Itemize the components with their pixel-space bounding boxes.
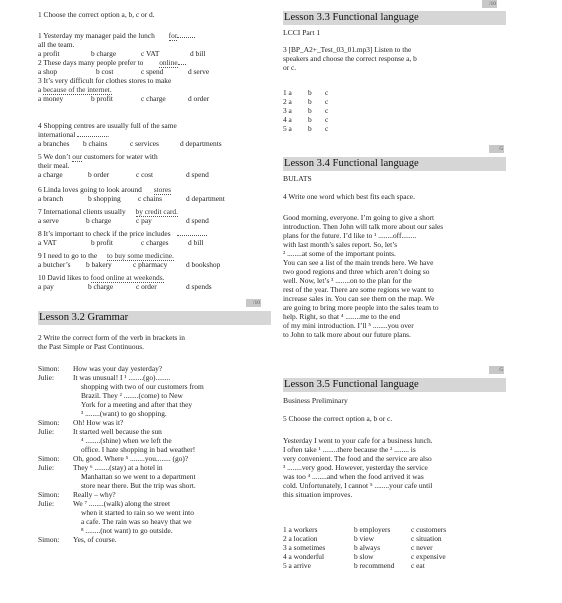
question-6	[38, 185, 270, 203]
question-4	[38, 121, 270, 148]
dialogue-text: York for a meeting and after that they	[81, 400, 193, 409]
exercise5-text	[283, 436, 505, 499]
ex3-row-2-b[interactable]: b	[308, 97, 312, 106]
dialogue-text: Brazil. They ² ........(come) to New	[81, 391, 183, 400]
dialogue-text: Oh, good. Where ⁵ ........you........ (go)?	[73, 454, 189, 463]
dialogue-line	[38, 418, 270, 427]
exercise5-option[interactable]: b slow	[354, 552, 374, 561]
dialogue-line	[38, 472, 270, 481]
dialogue-text: ⁸ ........(not want) to go outside.	[81, 526, 173, 535]
q7-option-d[interactable]: d spend	[186, 216, 209, 225]
dialogue-speaker: Julie:	[38, 373, 55, 382]
dialogue-line	[38, 535, 270, 544]
ex3-row-1-c[interactable]: c	[325, 88, 329, 97]
q7-answer[interactable]: by credit card.	[135, 207, 178, 216]
question-7	[38, 207, 270, 225]
q6-option-b[interactable]: b shopping	[88, 194, 121, 203]
exercise4-text-line: Good morning, everyone. I’m going to give a short	[283, 213, 435, 222]
q1-option-c[interactable]: c VAT	[141, 49, 160, 58]
exercise4-score-box	[489, 366, 504, 374]
question-2	[38, 58, 270, 76]
dialogue-line	[38, 373, 270, 382]
q5-option-a[interactable]: a charge	[38, 170, 63, 179]
q3-pre: a	[38, 85, 42, 94]
lesson-3-3-title: Lesson 3.3 Functional language	[284, 12, 419, 23]
q6-stem: 6 Linda loves going to look around	[38, 185, 142, 194]
exercise4-instruction: 4 Write one word which best fits each space.	[283, 192, 415, 201]
exercise2-instruction-line-2: the Past Simple or Past Continuous.	[38, 342, 144, 351]
q10-option-a[interactable]: a pay	[38, 282, 54, 291]
q4-options	[38, 139, 270, 148]
q2-option-a[interactable]: a shop	[38, 67, 58, 76]
dialogue-line	[38, 481, 270, 490]
q7-option-a[interactable]: a serve	[38, 216, 59, 225]
lesson-3-4-subtitle: BULATS	[283, 174, 312, 183]
q5-option-c[interactable]: c cost	[136, 170, 154, 179]
q10-stem: 10 David likes to	[38, 273, 89, 282]
q1-option-b[interactable]: b charge	[91, 49, 117, 58]
q2-option-b[interactable]: b cost	[96, 67, 114, 76]
dialogue-text: ³ ........(want) to go shopping.	[81, 409, 167, 418]
q3-option-c[interactable]: c charge	[141, 94, 166, 103]
exercise4-score-text: /5	[498, 367, 503, 373]
lesson-3-3-subtitle: LCCI Part 1	[283, 28, 321, 37]
ex3-row-2-c[interactable]: c	[325, 97, 329, 106]
q3-answer[interactable]: because of the internet.	[43, 85, 112, 94]
dialogue-text: when it started to rain so we went into	[81, 508, 194, 517]
q5-stem-2: customers for water with	[83, 152, 158, 161]
exercise5-option-row	[283, 534, 505, 543]
question-10	[38, 273, 270, 291]
q8-option-a[interactable]: a VAT	[38, 238, 57, 247]
q8-stem: 8 It’s important to check if the price includes	[38, 229, 171, 238]
q1-stem-2: all the team.	[38, 40, 75, 49]
exercise2-instruction-line-1: 2 Write the correct form of the verb in brackets in	[38, 333, 185, 342]
exercise4-text-line: of my mini introduction. I’ll ⁵ ........you over	[283, 321, 414, 330]
ex3-row-5-b[interactable]: b	[308, 124, 312, 133]
q1-option-a[interactable]: a profit	[38, 49, 60, 58]
q9-stem: 9 I need to go to the	[38, 251, 98, 260]
dialogue-line	[38, 436, 270, 445]
dialogue-line	[38, 499, 270, 508]
dialogue-text: a cafe. The rain was so heavy that we	[81, 517, 192, 526]
q5-stem-3: their meal.	[38, 161, 70, 170]
lesson-3-4-header	[283, 157, 506, 171]
dialogue-text: They ⁶ ........(stay) at a hotel in	[73, 463, 163, 472]
q5-stem: 5 We don’t	[38, 152, 71, 161]
dialogue-line	[38, 391, 270, 400]
exercise3-instruction-line-3: or c.	[283, 63, 297, 72]
exercise5-text-line: I often take ¹ ........there because the ² ........ is	[283, 445, 416, 454]
exercise4-text	[283, 213, 505, 339]
exercise3-instruction-line-2: speakers and choose the correct response a, b	[283, 54, 417, 63]
dialogue-text: Manhattan so we went to a department	[81, 472, 196, 481]
exercise5-text-line: very convenient. The food and the service are also	[283, 454, 432, 463]
q9-option-b[interactable]: b bakery	[86, 260, 112, 269]
exercise4-text-line: to John to talk more about our future plans.	[283, 330, 411, 339]
q6-option-a[interactable]: a branch	[38, 194, 64, 203]
q8-option-b[interactable]: b profit	[91, 238, 113, 247]
dialogue-line	[38, 490, 270, 499]
exercise5-options	[283, 525, 505, 570]
exercise1-score-text: /10	[252, 300, 260, 306]
exercise5-option[interactable]: b always	[354, 543, 381, 552]
q4-option-d[interactable]: d departments	[180, 139, 222, 148]
exercise4-text-line: two good regions and three which aren’t doing so	[283, 267, 430, 276]
dialogue-speaker: Simon:	[38, 535, 60, 544]
exercise3-answers	[283, 88, 505, 133]
q8-options	[38, 238, 270, 247]
exercise5-option[interactable]: c expensive	[411, 552, 446, 561]
exercise5-option[interactable]: 2 a location	[283, 534, 318, 543]
ex3-row-3-c[interactable]: c	[325, 106, 329, 115]
exercise5-option[interactable]: 4 a wonderful	[283, 552, 325, 561]
dialogue-text: How was your day yesterday?	[73, 364, 163, 373]
q3-option-d[interactable]: d order	[188, 94, 210, 103]
dialogue-text: It was unusual! I ¹ ........(go)........	[73, 373, 171, 382]
exercise5-text-line: Yesterday I went to your cafe for a business lunch.	[283, 436, 433, 445]
q4-stem: 4 Shopping centres are usually full of the same	[38, 121, 177, 130]
q8-option-d[interactable]: d bill	[188, 238, 204, 247]
q5-answer[interactable]: our	[72, 152, 83, 161]
dialogue-text: Oh! How was it?	[73, 418, 124, 427]
exercise3-score-text: /5	[498, 146, 503, 152]
dialogue-line	[38, 445, 270, 454]
exercise3-instruction-line-1: 3 [BP_A2+_Test_03_01.mp3] Listen to the	[283, 45, 412, 54]
dialogue-text: shopping with two of our customers from	[81, 382, 204, 391]
ex3-row-5-a[interactable]: 5 a	[283, 124, 292, 133]
dialogue-speaker: Simon:	[38, 418, 60, 427]
q9-options	[38, 260, 270, 269]
dialogue-speaker: Julie:	[38, 463, 55, 472]
exercise5-option[interactable]: c eat	[411, 561, 425, 570]
q1-option-d[interactable]: d bill	[190, 49, 206, 58]
ex3-row-4-b[interactable]: b	[308, 115, 312, 124]
dialogue-text: Really – why?	[73, 490, 116, 499]
q5-options	[38, 170, 270, 179]
q3-stem: 3 It’s very difficult for clothes stores to make	[38, 76, 172, 85]
ex3-row-3-b[interactable]: b	[308, 106, 312, 115]
lesson-3-5-title: Lesson 3.5 Functional language	[284, 379, 419, 390]
exercise5-option-row	[283, 561, 505, 570]
dialogue-speaker: Julie:	[38, 499, 55, 508]
q6-answer[interactable]: stores	[153, 185, 171, 194]
q10-answer[interactable]: food online at weekends.	[90, 273, 165, 282]
dialogue-text: We ⁷ ........(walk) along the street	[73, 499, 171, 508]
top-score-text: /10	[488, 1, 496, 7]
exercise5-option[interactable]: 1 a workers	[283, 525, 318, 534]
q10-option-d[interactable]: d spends	[186, 282, 212, 291]
exercise1-instruction: 1 Choose the correct option a, b, c or d.	[38, 10, 155, 19]
ex3-row-2-a[interactable]: 2 a	[283, 97, 292, 106]
lesson-3-2-title: Lesson 3.2 Grammar	[39, 312, 129, 323]
exercise1-score-box	[246, 299, 261, 307]
exercise4-text-line: rest of the year. There are some regions we want to	[283, 285, 434, 294]
exercise5-option-row	[283, 552, 505, 561]
lesson-3-4-title: Lesson 3.4 Functional language	[284, 158, 419, 169]
exercise5-option-row	[283, 525, 505, 534]
q2-option-c[interactable]: c spend	[141, 67, 164, 76]
dialogue-line	[38, 382, 270, 391]
q2-option-d[interactable]: d serve	[188, 67, 210, 76]
q8-option-c[interactable]: c charges	[141, 238, 169, 247]
exercise4-text-line: well. Now, let’s ³ ........on to the plan for the	[283, 276, 412, 285]
question-3	[38, 76, 270, 103]
dialogue-line	[38, 463, 270, 472]
exercise4-text-line: introduction. Then John will talk more about our sales	[283, 222, 444, 231]
q7-options	[38, 216, 270, 225]
q7-option-b[interactable]: b charge	[86, 216, 112, 225]
exercise5-option[interactable]: 3 a sometimes	[283, 543, 326, 552]
exercise5-option[interactable]: b employers	[354, 525, 391, 534]
q5-option-d[interactable]: d spend	[186, 170, 209, 179]
q4-option-c[interactable]: c services	[130, 139, 159, 148]
exercise4-text-line: plans for the future. I’d like to ¹ ........off........	[283, 231, 417, 240]
exercise3-score-box	[489, 145, 504, 153]
q10-options	[38, 282, 270, 291]
question-1	[38, 31, 270, 58]
q9-option-a[interactable]: a butcher’s	[38, 260, 71, 269]
dialogue-line	[38, 517, 270, 526]
question-5	[38, 152, 270, 179]
ex3-row-4-c[interactable]: c	[325, 115, 329, 124]
q2-options	[38, 67, 270, 76]
dialogue-speaker: Simon:	[38, 490, 60, 499]
exercise5-instruction: 5 Choose the correct option a, b or c.	[283, 414, 393, 423]
exercise5-option[interactable]: 5 a arrive	[283, 561, 311, 570]
q2-answer[interactable]: online	[159, 58, 178, 67]
exercise2-instruction	[38, 333, 270, 351]
q1-options	[38, 49, 270, 58]
dialogue-line	[38, 409, 270, 418]
lesson-3-2-header	[38, 311, 271, 325]
dialogue-line	[38, 364, 270, 373]
q6-option-c[interactable]: c chains	[138, 194, 163, 203]
exercise5-option[interactable]: b recommend	[354, 561, 395, 570]
ex3-row-3-a[interactable]: 3 a	[283, 106, 292, 115]
q4-option-a[interactable]: a branches	[38, 139, 70, 148]
q9-answer[interactable]: to buy some medicine.	[106, 251, 174, 260]
dialogue-speaker: Julie:	[38, 427, 55, 436]
exercise4-text-line: are going to bring more people into the sales team to	[283, 303, 439, 312]
q3-option-b[interactable]: b profit	[91, 94, 113, 103]
exercise5-option[interactable]: c customers	[411, 525, 447, 534]
exercise5-option[interactable]: c situation	[411, 534, 442, 543]
question-9	[38, 251, 270, 269]
q1-answer[interactable]: for	[168, 31, 178, 40]
q7-option-c[interactable]: c pay	[136, 216, 152, 225]
dialogue-line	[38, 508, 270, 517]
q10-option-c[interactable]: c order	[136, 282, 157, 291]
exercise4-text-line: You can see a list of the main trends here. We have	[283, 258, 434, 267]
q3-option-a[interactable]: a money	[38, 94, 64, 103]
dialogue-text: ⁴ ........(shine) when we left the	[81, 436, 172, 445]
dialogue-text: It started well because the sun	[73, 427, 162, 436]
exercise4-text-line: with last month’s sales report. So, let’s	[283, 240, 398, 249]
exercise4-text-line: ² ........at some of the important points.	[283, 249, 396, 258]
top-score-box	[482, 0, 497, 8]
exercise3-instruction	[283, 45, 505, 72]
dialogue-speaker: Simon:	[38, 364, 60, 373]
dialogue-speaker: Simon:	[38, 454, 60, 463]
exercise5-text-line: ³ ........very good. However, yesterday the service	[283, 463, 428, 472]
dialogue-text: store near there. But the trip was short.	[81, 481, 196, 490]
exercise5-text-line: was too ⁴ ........and when the food arrived it was	[283, 472, 424, 481]
exercise5-text-line: cold. Unfortunately, I cannot ⁵ ........your cafe until	[283, 481, 433, 490]
dialogue	[38, 364, 270, 544]
q4-stem-2: international	[38, 130, 76, 139]
q4-answer[interactable]: .	[107, 130, 110, 139]
ex3-row-5-c[interactable]: c	[325, 124, 329, 133]
q6-option-d[interactable]: d department	[186, 194, 225, 203]
dialogue-line	[38, 526, 270, 535]
lesson-3-5-subtitle: Business Preliminary	[283, 396, 348, 405]
ex3-row-4-a[interactable]: 4 a	[283, 115, 292, 124]
dialogue-line	[38, 454, 270, 463]
exercise4-text-line: help. Right, so that ⁴ ........me to the end	[283, 312, 401, 321]
dialogue-text: Yes, of course.	[73, 535, 117, 544]
dialogue-line	[38, 427, 270, 436]
q7-stem: 7 International clients usually	[38, 207, 126, 216]
q10-option-b[interactable]: b charge	[88, 282, 114, 291]
exercise4-text-line: increase sales in. You can see them on the map. We	[283, 294, 435, 303]
q5-option-b[interactable]: b order	[88, 170, 110, 179]
dialogue-text: office. I hate shopping in bad weather!	[81, 445, 196, 454]
question-8	[38, 229, 270, 247]
q3-options	[38, 94, 270, 103]
exercise5-option-row	[283, 543, 505, 552]
lesson-3-5-header	[283, 378, 506, 392]
q2-stem: 2 These days many people prefer to	[38, 58, 144, 67]
ex3-row-1-a[interactable]: 1 a	[283, 88, 292, 97]
ex3-row-1-b[interactable]: b	[308, 88, 312, 97]
exercise5-option[interactable]: c never	[411, 543, 433, 552]
exercise5-text-line: this situation improves.	[283, 490, 353, 499]
q9-option-d[interactable]: d bookshop	[186, 260, 221, 269]
exercise5-option[interactable]: b view	[354, 534, 374, 543]
lesson-3-3-header	[283, 11, 506, 25]
q9-option-c[interactable]: c pharmacy	[133, 260, 168, 269]
q1-stem: 1 Yesterday my manager paid the lunch	[38, 31, 155, 40]
q4-option-b[interactable]: b chains	[83, 139, 108, 148]
q6-options	[38, 194, 270, 203]
dialogue-line	[38, 400, 270, 409]
